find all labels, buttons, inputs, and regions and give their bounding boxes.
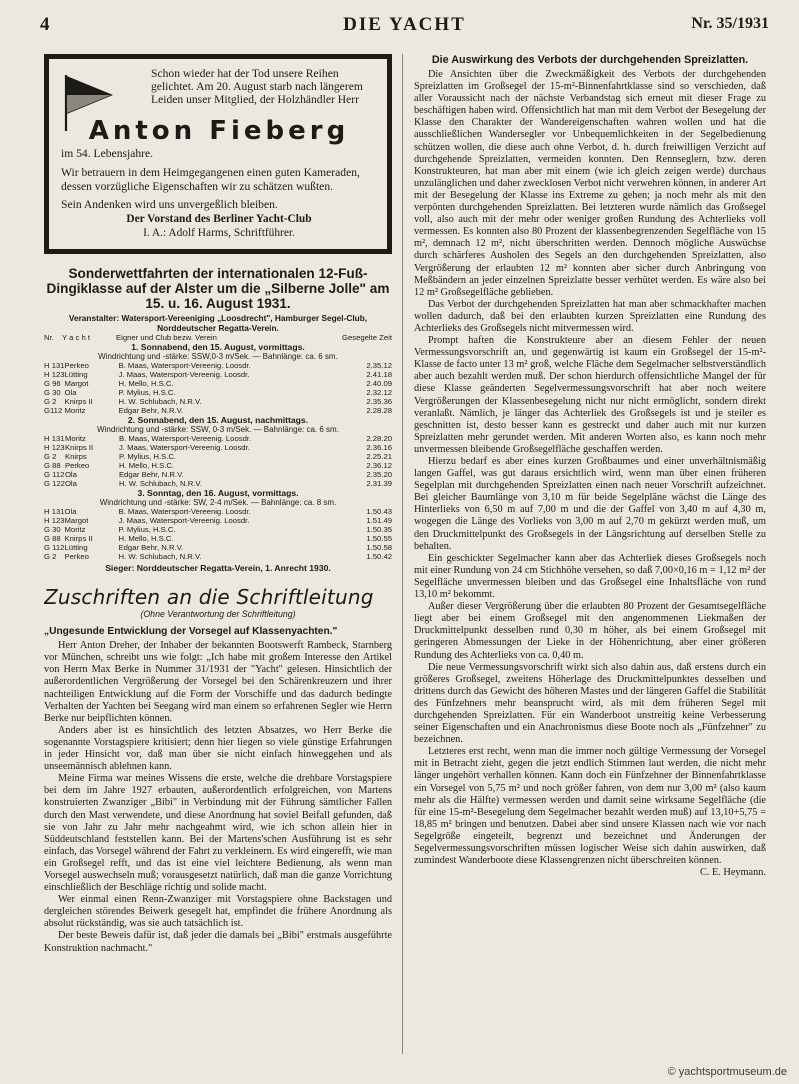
sail-number: G 96 (44, 379, 61, 389)
sail-number: G 2 (44, 552, 57, 562)
owner-club: B. Maas, Watersport-Vereenig. Loosdr. (118, 434, 252, 444)
sailed-time: 2.40.09 (366, 379, 392, 389)
sail-number: G 30 (44, 388, 61, 398)
yacht-name: Perkeo (64, 552, 89, 562)
sailed-time: 2.31.39 (366, 479, 392, 489)
owner-club: Edgar Behr, N.R.V. (118, 406, 184, 416)
article-title: Die Auswirkung des Verbots der durchgehenden Spreizlatten. (431, 54, 749, 66)
sail-number: H 131 (44, 361, 65, 371)
letter-paragraph: Anders aber ist es hinsichtlich des letzten Absatzes, wo Herr Berke die sogenannte Vorstagspiere kritisiert; denn hier liegen so viele günstige Erfahrungen in jeder Hinsicht vor, daß man über sie nicht einfach hinweggehen und als unseemännisch ablehnen kann. (44, 724, 392, 773)
yacht-name: Knirps II (64, 534, 93, 544)
yacht-name: Lütting (64, 370, 88, 380)
sail-number: H 131 (44, 507, 65, 517)
right-column (414, 54, 766, 1064)
article-paragraph: Ein geschickter Segelmacher kann aber das Achterliek dieses Großsegels noch mit einer Rundung von 24 cm Stichhöhe versehen, so daß 7,00×0,16 m = 1,12 m² der Segelfläche unvermessen bleiben und das Großsegel eine Inhaltsfläche von rund 13,10 m² bekommt. (414, 552, 766, 601)
sail-number: H 123 (44, 516, 65, 526)
race-wind: Windrichtung und -stärke: SSW, 0-3 m/Sek. — Bahnlänge: ca. 6 sm. (97, 425, 339, 435)
owner-club: H. W. Schlubach, N.R.V. (118, 397, 202, 407)
owner-club: Edgar Behr, N.R.V. (118, 543, 184, 553)
sailed-time: 2.32.12 (366, 388, 392, 398)
page-header (40, 14, 769, 38)
table-row (44, 434, 392, 443)
table-row (44, 388, 392, 397)
col-owner: Eigner und Club bezw. Verein (116, 333, 217, 343)
letter-paragraph: Der beste Beweis dafür ist, daß jeder die damals bei „Bibi" erstmals ausgeführte Konstruktion nachmacht." (44, 930, 392, 954)
sailed-time: 1.51.49 (366, 516, 392, 526)
table-row (44, 443, 392, 452)
yacht-name: Perkeo (64, 361, 89, 371)
sailed-time: 1.50.58 (366, 543, 392, 553)
sailed-time: 2.36.16 (366, 443, 392, 453)
owner-club: H. Mello, H.S.C. (118, 379, 174, 389)
yacht-name: Knirps (64, 452, 87, 462)
regatta-winner: Sieger: Norddeutscher Regatta-Verein, 1. Anrecht 1930. (105, 563, 331, 574)
obituary-age: im 54. Lebensjahre. (61, 146, 154, 160)
race-day-title: 1. Sonnabend, den 15. August, vormittags. (131, 342, 305, 353)
race-day-title: 2. Sonnabend, den 15. August, nachmittags. (127, 415, 309, 426)
letters-subheading: (Ohne Verantwortung der Schriftleitung) (140, 609, 296, 620)
table-row (44, 507, 392, 516)
sailed-time: 2.35.20 (366, 470, 392, 480)
owner-club: J. Maas, Watersport-Vereenig. Loosdr. (118, 443, 250, 453)
results-table (44, 361, 392, 415)
obituary-intro: Schon wieder hat der Tod unsere Reihen gelichtet. Am 20. August starb nach längerem Leiden unser Mitglied, der Holzhändler Herr (151, 67, 363, 107)
deceased-name: Anton Fieberg (88, 115, 350, 146)
owner-club: P. Mylius, H.S.C. (118, 388, 176, 398)
sail-number: H 123 (44, 443, 65, 453)
obituary-signatory: I. A.: Adolf Harms, Schriftführer. (143, 226, 295, 239)
sailed-time: 2.28.28 (366, 406, 392, 416)
letters-heading: Zuschriften an die Schriftleitung (44, 585, 374, 610)
table-row (44, 516, 392, 525)
sail-number: G 112 (44, 543, 65, 553)
letter-paragraph: Wer einmal einen Renn-Zwanziger mit Vorstagspiere ohne Backstagen und dergleichen störendes Beiwerk gesegelt hat, empfindet die frühere Anordnung als absolut rückständig, was sie auch tatsächlich ist. (44, 894, 392, 930)
sailed-time: 2.35.36 (366, 397, 392, 407)
col-yacht: Y a c h t (62, 333, 91, 343)
page-number: 4 (40, 14, 50, 35)
owner-club: J. Maas, Watersport-Vereenig. Loosdr. (118, 516, 250, 526)
yacht-name: Ola (64, 479, 77, 489)
sailed-time: 2.41.18 (366, 370, 392, 380)
sailed-time: 1.50.42 (366, 552, 392, 562)
masthead: DIE YACHT (343, 14, 466, 35)
race-day-title: 3. Sonntag, den 16. August, vormittags. (137, 488, 299, 499)
table-row (44, 452, 392, 461)
yacht-name: Margot (64, 379, 89, 389)
owner-club: P. Mylius, H.S.C. (118, 452, 177, 462)
yacht-name: Ola (64, 507, 77, 517)
obituary-signature: Der Vorstand des Berliner Yacht-Club (126, 212, 312, 225)
article-paragraph: Das Verbot der durchgehenden Spreizlatten hat man aber schmackhafter machen wollen dadurch, daß bei den erlaubten kurzen Spreizlatten eine Rundung des Achterlieks des Großsegels nicht mitvermessen wird. (414, 298, 766, 334)
yacht-name: Moritz (64, 434, 86, 444)
sailed-time: 2.35.12 (366, 361, 392, 371)
article-paragraph: Prompt haften die Konstrukteure aber an diesem Fehler der neuen Vermessungsvorschrift an, und gegenwärtig ist kaum ein Großsegel der 15-m²-Klasse de facto unter 13 m² groß, welche Fläche dem Segelmacher selbstverständlich aber auch bezahlt werden muß. Der schon hierdurch offensichtliche Mangel der für diese Klasse geänderten Segelvermessungsvorschrift hat aber noch weitere Vergrößerungen der Klassenbesegelung nicht nur nicht ermöglicht, sondern direkt veranlaßt. Nämlich, je länger das Achterliek des Großsegels ist und je steiler es geschnitten ist, desto besser kann es gestreckt und daher auch mit nur kurzen Spreizlatten mehr gerundet werden. Mit anderen Worten also, es kann noch mehr unvermessen bleibende Großsegelfläche geschaffen werden. (414, 335, 766, 455)
table-row (44, 379, 392, 388)
table-row (44, 479, 392, 488)
article-paragraph: Außer dieser Vergrößerung über die erlaubten 80 Prozent der Gesamtsegelfläche liegt aber bei einem Großsegel mit den angenommenen Liekmaßen der Druckmittelpunkt desselben rund 0,30 m höher, als bei einem Großsegel mit geringeren Abmessungen der Lieke in der Höhenrichtung, aber einer größeren Rundung des Achterlieks von ca. 0,40 m. (414, 601, 766, 661)
race-day-2 (44, 415, 392, 488)
yacht-name: Knirps II (64, 443, 94, 453)
sailed-time: 2.25.21 (366, 452, 392, 462)
article-paragraph: Hierzu bedarf es aber eines kurzen Großbaumes und einer unverhältnismäßig langen Gaffel, was gut daraus ersichtlich wird, wenn man über einen früheren Segelplan mit durchgehenden Spreizlatten einen nach neuer Vorschrift aufzeichnet. Bei gleicher Baumlänge von 3,10 m für beide Segelpläne wächst die Länge des Hinterlieks von 6,50 m auf 7,00 m und die der Gaffel von 3,40 m auf 4,30 m, wogegen die Länge des Vorlieks von 3,00 m auf 2,70 m gekürzt werden muß, um den Druckmittelpunkt des Großsegels in der Längsrichtung auf derselben Stelle zu behalten. (414, 456, 766, 552)
sail-number: G112 (44, 406, 63, 416)
left-column (44, 54, 392, 1064)
sailed-time: 2.28.20 (366, 434, 392, 444)
regatta-title: Sonderwettfahrten der internationalen 12-Fuß-Dingiklasse auf der Alster um die „Silberne Jolle" am 15. u. 16. August 1931. (46, 266, 390, 311)
race-day-1 (44, 342, 392, 415)
sail-number: H 123 (44, 370, 65, 380)
obituary-notice (44, 54, 392, 254)
col-nr: Nr. (44, 333, 54, 343)
sail-number: G 30 (44, 525, 61, 535)
sailed-time: 1.50.55 (366, 534, 392, 544)
results-header (44, 333, 392, 342)
obituary-text: Wir betrauern in dem Heimgegangenen einen guten Kameraden, dessen vorzügliche Eigenschaften wir zu schätzen wußten. (61, 165, 360, 193)
yacht-name: Knirps II (64, 397, 93, 407)
table-row (44, 370, 392, 379)
owner-club: H. W. Schlubach, N.R.V. (118, 552, 202, 562)
owner-club: Edgar Behr, N.R.V. (118, 470, 184, 480)
table-row (44, 470, 392, 479)
owner-club: J. Maas, Watersport-Vereenig. Loosdr. (118, 370, 250, 380)
yacht-name: Moritz (64, 406, 86, 416)
table-row (44, 525, 392, 534)
yacht-name: Margot (64, 516, 89, 526)
obituary-remembrance: Sein Andenken wird uns unvergeßlich bleiben. (61, 197, 278, 211)
table-row (44, 406, 392, 415)
owner-club: B. Maas, Watersport-Vereenig. Loosdr. (118, 361, 251, 371)
sail-number: G 88 (44, 461, 61, 471)
owner-club: H. W. Schlubach, N.R.V. (118, 479, 202, 489)
sail-number: G 88 (44, 534, 61, 544)
results-table (44, 434, 392, 488)
owner-club: H. Mello, H.S.C. (118, 461, 175, 471)
article-paragraph: Letzteres erst recht, wenn man die immer noch gültige Vermessung der Vorsegel mit in Betracht zieht, gegen die jetzt endlich Stimmen laut werden, die nicht mehr länger ungehört verhallen können. Kann doch ein Fünfzehner der Binnenfahrtklasse ein Vorsegel von 5,75 m² und noch größer fahren, von dem nur 3,00 m² (also kaum mehr als die Hälfte) vermessen werden und damit seine wirksame Segelfläche (die für eine 15-m²-Besegelung dem Segelmacher bezahlt werden muß) auf 13,10+5,75 = 18,85 m² bringen und benutzen. Dabei aber sind unsere Klassen nach wie vor nach Segelgröße eingeteilt, begrenzt und bezeichnet und Änderungen der Segelvermessungsvorschriften müssen logischer Weise sich dahin auswirken, daß zumindest Wanderboote diese Klassengrenzen nicht überschreiten können. (414, 746, 766, 867)
sail-number: G 2 (44, 397, 57, 407)
article-paragraph: Die neue Vermessungsvorschrift wirkt sich also dahin aus, daß erstens durch ein größeres Großsegel, zweitens Höherlage des Druckmittelpunktes desselben und drittens durch das Gewicht des höheren Mastes und der längeren Gaffel die Stabilität des Fünfzehners mehr beansprucht wird, als mit dem früheren Segel mit durchgehenden Spreizlatten. Für ein Wanderboot unstreitig keine Verbesserung seiner Eigenschaften und ein Anachronismus diese Boote noch als „Fünfzehner" zu bezeichnen. (414, 661, 766, 746)
sailed-time: 1.50.35 (366, 525, 392, 535)
article-author: C. E. Heymann. (699, 867, 766, 879)
col-time: Gesegelte Zeit (342, 333, 392, 343)
club-pennant-icon (63, 73, 113, 131)
yacht-name: Lütting (64, 543, 88, 553)
watermark: © yachtsportmuseum.de (667, 1066, 787, 1078)
sail-number: H 131 (44, 434, 65, 444)
letter-paragraph: Herr Anton Dreher, der Inhaber der bekannten Bootswerft Rambeck, Starnberg vor München, schreibt uns wie folgt: „Ich habe mit großem Interesse den Artikel von Herrn Max Berke in Nummer 31/1931 der "Yacht" gelesen. Hinsichtlich der außerordentlichen Vergrößerung der Vorsegel bei den Schärenkreuzern und ihrer nachteiligen Entwicklung auf die Form der Vorschiffe und das dadurch bedingte Verhalten der Yachten bei Seegang wird man einem so erfahrenen Segler wie Herrn Berke nur beipflichten können. (44, 640, 392, 724)
yacht-name: Moritz (64, 525, 86, 535)
sail-number: G 2 (44, 452, 57, 462)
table-row (44, 552, 392, 561)
letter-paragraph: Meine Firma war meines Wissens die erste, welche die drehbare Vorstagspiere bei dem im Jahre 1927 erbauten, außerordentlich erfolgreichen, von Martens konstruierten Zwanziger „Bibi" in Verbindung mit der Führung sämtlicher Fallen durch den Mast verwendete, und diese Anordnung hat soviel Beifall gefunden, daß sie von Jahr zu Jahr mehr nachgeahmt wird, wie ich schon allein hier in Süddeutschland feststellen kann. Bei der Martens'schen Ausführung ist es sehr einfach, das Vorsegel während der Fahrt zu verkleinern. Es wird eingerefft, wie man ein Großsegel refft, und das ist eine viel leichtere Bedienung, als wenn man Vorsegel auswechseln muß; vorausgesetzt natürlich, daß man die ganze Vorrichtung einschließlich der Beschläge richtig und solide macht. (44, 773, 392, 894)
race-wind: Windrichtung und -stärke: SSW,0-3 m/Sek. — Bahnlänge: ca. 6 sm. (98, 352, 338, 362)
table-row (44, 361, 392, 370)
column-divider (402, 54, 403, 1054)
sail-number: G 112 (44, 470, 65, 480)
yacht-name: Ola (64, 470, 77, 480)
sail-number: G 122 (44, 479, 65, 489)
sailed-time: 1.50.43 (366, 507, 392, 517)
owner-club: P. Mylius, H.S.C. (118, 525, 176, 535)
regatta-organizer: Veranstalter: Watersport-Vereeniging „Loosdrecht", Hamburger Segel-Club, Norddeutscher Regatta-Verein. (68, 313, 368, 333)
owner-club: B. Maas, Watersport-Vereenig. Loosdr. (118, 507, 251, 517)
table-row (44, 534, 392, 543)
table-row (44, 461, 392, 470)
article-paragraph: Die Ansichten über die Zweckmäßigkeit des Verbots der durchgehenden Spreizlatten im Großsegel der 15-m²-Binnenfahrtklasse sind so verschieden, daß aller Voraussicht nach der nächste Verbandstag sich erneut mit dieser Frage zu beschäftigen haben wird. Offensichtlich hat man mit dem Verbot der Besegelung der Klasse den Charakter der Wandereigenschaften wahren wollen und hat die ausschließlichen Wandersegler vor Unbequemlichkeiten in der Segelbedienung schützen wollen, die diese auch ohne Verbot, d. h. durch freiwilligen Verzicht auf durchgehende Spreizlatten, vermeiden konnten. Den Rennseglern, bzw. deren Konstrukteuren, hat man aber mit einem (wie ich gleich zeigen werde) durchaus unzulänglichen und daher zwecklosen Verbot nicht verwehren können, in anderer Art mit der Besegelung der Klasse ins Extreme zu gehen; ja noch mehr als mit den verpönten durchgehenden Spreizlatten. Bei letzteren wurde nämlich das Großsegel voll, also auch mit der mehr oder weniger großen Rundung des Achterlieks voll vermessen. Es konnten also 80 Prozent der klassenbegrenzenden Segelfläche von 15 m², demnach 12 m², nicht überschritten werden. Dennoch mögliche Auswüchse durch schärferes Ausholen des Segels an den durchgehenden Spreizlatten, also Vergrößerung der erlaubten 12 m² konnten aber sicher durch Anbringung von Meßbändern an jeder einzelnen Spreizlatte besser verhütet werden. Es wäre also bei 12 m² Großsegelfläche geblieben. (414, 69, 766, 298)
owner-club: H. Mello, H.S.C. (118, 534, 174, 544)
sailed-time: 2.36.12 (366, 461, 392, 471)
results-table (44, 507, 392, 561)
table-row (44, 543, 392, 552)
yacht-name: Perkeo (64, 461, 90, 471)
table-row (44, 397, 392, 406)
race-day-3 (44, 488, 392, 561)
yacht-name: Ola (64, 388, 77, 398)
issue-number: Nr. 35/1931 (691, 15, 769, 32)
race-wind: Windrichtung und -stärke: SW, 2-4 m/Sek. — Bahnlänge: ca. 8 sm. (99, 498, 337, 508)
letter-title: „Ungesunde Entwicklung der Vorsegel auf Klassenyachten." (44, 626, 338, 638)
